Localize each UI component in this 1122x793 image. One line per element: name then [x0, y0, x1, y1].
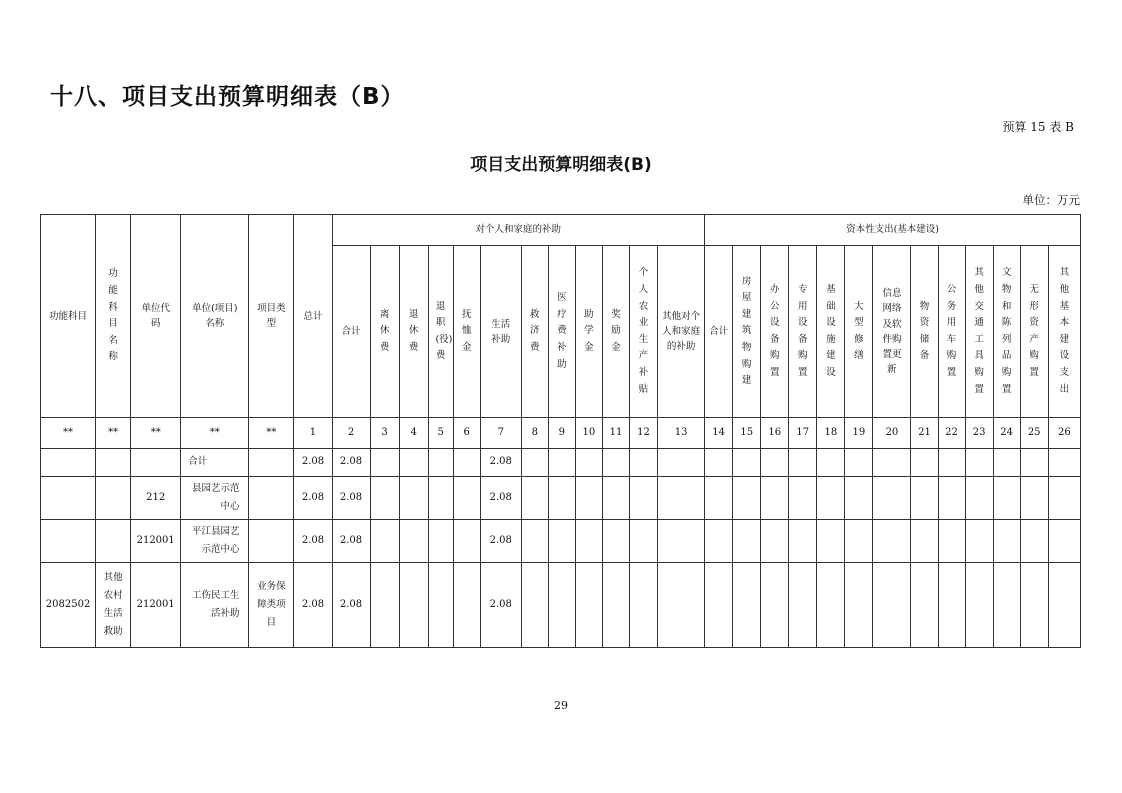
cell-empty [965, 448, 993, 476]
index-cell: 16 [761, 418, 789, 448]
cell-empty [993, 448, 1020, 476]
cell-empty [1048, 519, 1080, 562]
cell-personal-total: 2.08 [332, 562, 370, 647]
cell-empty [428, 476, 453, 519]
header-personal-col-8: 医疗费补助 [548, 246, 575, 418]
cell-empty [761, 448, 789, 476]
cell-empty [399, 562, 428, 647]
cell-empty [761, 562, 789, 647]
cell-func-name [96, 476, 131, 519]
cell-empty [705, 519, 733, 562]
index-cell: 13 [658, 418, 705, 448]
header-personal-col-11: 个人农业生产补贴 [629, 246, 657, 418]
index-cell: 17 [789, 418, 817, 448]
cell-empty [845, 562, 873, 647]
cell-unit-code: 212 [131, 476, 181, 519]
cell-empty [629, 562, 657, 647]
cell-empty [873, 562, 911, 647]
cell-empty [548, 562, 575, 647]
cell-empty [370, 562, 399, 647]
header-personal-col-9: 助学金 [575, 246, 602, 418]
index-cell: 9 [548, 418, 575, 448]
cell-unit-name: 合计 [181, 448, 249, 476]
header-capital-col-12: 无形资产购置 [1020, 246, 1048, 418]
index-cell: ** [181, 418, 249, 448]
cell-empty [817, 519, 845, 562]
header-personal-col-4: 退职(役)费 [428, 246, 453, 418]
cell-func-code [41, 448, 96, 476]
header-personal-col-7: 救济费 [521, 246, 548, 418]
cell-empty [428, 562, 453, 647]
cell-empty [521, 562, 548, 647]
cell-empty [521, 519, 548, 562]
cell-empty [548, 448, 575, 476]
index-cell: 23 [965, 418, 993, 448]
header-capital-col-9: 公务用车购置 [938, 246, 965, 418]
cell-total: 2.08 [294, 519, 332, 562]
cell-func-name [96, 519, 131, 562]
unit-label: 单位：万元 [1022, 193, 1080, 207]
header-unit-name: 单位(项目)名称 [181, 215, 249, 418]
index-cell: ** [96, 418, 131, 448]
cell-empty [453, 519, 480, 562]
cell-project-type [249, 448, 294, 476]
section-heading: 十八、项目支出预算明细表（B） [50, 84, 405, 110]
cell-total: 2.08 [294, 448, 332, 476]
cell-empty [911, 562, 938, 647]
cell-empty [873, 448, 911, 476]
cell-empty [370, 476, 399, 519]
cell-personal-total: 2.08 [332, 519, 370, 562]
cell-empty [993, 519, 1020, 562]
index-cell: ** [41, 418, 96, 448]
budget-table [40, 214, 1081, 648]
cell-project-type: 业务保障类项目 [249, 562, 294, 647]
cell-empty [602, 448, 629, 476]
header-capital-col-6: 大型修缮 [845, 246, 873, 418]
cell-unit-code: 212001 [131, 562, 181, 647]
cell-empty [965, 562, 993, 647]
cell-empty [575, 476, 602, 519]
table-row [41, 562, 1081, 647]
cell-personal-total: 2.08 [332, 476, 370, 519]
cell-empty [575, 519, 602, 562]
cell-empty [1020, 519, 1048, 562]
cell-empty [993, 562, 1020, 647]
index-cell: 5 [428, 418, 453, 448]
header-func-subject: 功能科目 [41, 215, 96, 418]
index-cell: 1 [294, 418, 332, 448]
header-func-subject-name: 功能科目名称 [96, 215, 131, 418]
cell-func-name: 其他农村生活救助 [96, 562, 131, 647]
cell-empty [705, 448, 733, 476]
index-cell: 18 [817, 418, 845, 448]
header-row-group [41, 215, 1081, 246]
cell-empty [873, 519, 911, 562]
cell-empty [370, 448, 399, 476]
cell-empty [938, 476, 965, 519]
cell-unit-code [131, 448, 181, 476]
cell-total: 2.08 [294, 562, 332, 647]
cell-unit-name: 工伤民工生活补助 [181, 562, 249, 647]
cell-empty [629, 519, 657, 562]
index-cell: 21 [911, 418, 938, 448]
index-cell: 20 [873, 418, 911, 448]
form-number: 预算 15 表 B [1002, 120, 1074, 134]
cell-empty [845, 519, 873, 562]
cell-empty [911, 476, 938, 519]
cell-func-name [96, 448, 131, 476]
index-cell: 14 [705, 418, 733, 448]
index-cell: 25 [1020, 418, 1048, 448]
index-cell: 2 [332, 418, 370, 448]
cell-func-code: 2082502 [41, 562, 96, 647]
cell-empty [911, 519, 938, 562]
cell-empty [938, 519, 965, 562]
header-capital-col-4: 专用设备购置 [789, 246, 817, 418]
cell-empty [965, 519, 993, 562]
header-total: 总计 [294, 215, 332, 418]
header-personal-col-2: 离休费 [370, 246, 399, 418]
cell-empty [845, 476, 873, 519]
cell-empty [789, 562, 817, 647]
cell-empty [370, 519, 399, 562]
cell-empty [575, 448, 602, 476]
index-cell: 4 [399, 418, 428, 448]
cell-empty [602, 476, 629, 519]
cell-empty [658, 519, 705, 562]
cell-empty [602, 562, 629, 647]
header-personal-col-1: 合计 [332, 246, 370, 418]
page-number: 29 [554, 699, 568, 712]
cell-empty [733, 562, 761, 647]
header-personal-col-6: 生活补助 [480, 246, 521, 418]
cell-empty [911, 448, 938, 476]
header-personal-col-5: 抚恤金 [453, 246, 480, 418]
cell-empty [761, 476, 789, 519]
cell-living-subsidy: 2.08 [480, 519, 521, 562]
cell-func-code [41, 519, 96, 562]
cell-empty [658, 562, 705, 647]
cell-empty [1048, 476, 1080, 519]
cell-empty [938, 448, 965, 476]
cell-func-code [41, 476, 96, 519]
index-cell: 15 [733, 418, 761, 448]
cell-unit-name: 平江县园艺示范中心 [181, 519, 249, 562]
cell-empty [399, 519, 428, 562]
cell-empty [733, 476, 761, 519]
cell-empty [453, 476, 480, 519]
cell-empty [789, 448, 817, 476]
cell-personal-total: 2.08 [332, 448, 370, 476]
header-group-capital-expenditure: 资本性支出(基本建设) [705, 215, 1081, 246]
cell-living-subsidy: 2.08 [480, 476, 521, 519]
header-capital-col-8: 物资储备 [911, 246, 938, 418]
cell-empty [705, 476, 733, 519]
cell-empty [521, 448, 548, 476]
header-capital-col-7: 信息网络及软件购置更新 [873, 246, 911, 418]
header-capital-col-13: 其他基本建设支出 [1048, 246, 1080, 418]
cell-empty [705, 562, 733, 647]
header-group-personal-subsidy: 对个人和家庭的补助 [332, 215, 705, 246]
cell-empty [965, 476, 993, 519]
header-unit-code: 单位代码 [131, 215, 181, 418]
index-cell: 22 [938, 418, 965, 448]
cell-empty [1048, 562, 1080, 647]
cell-empty [938, 562, 965, 647]
cell-empty [658, 448, 705, 476]
cell-empty [817, 562, 845, 647]
cell-empty [1020, 562, 1048, 647]
index-cell: 24 [993, 418, 1020, 448]
header-project-type: 项目类型 [249, 215, 294, 418]
table-row [41, 448, 1081, 476]
cell-total: 2.08 [294, 476, 332, 519]
cell-empty [399, 476, 428, 519]
cell-empty [453, 562, 480, 647]
header-capital-col-10: 其他交通工具购置 [965, 246, 993, 418]
index-cell: ** [131, 418, 181, 448]
header-capital-col-1: 合计 [705, 246, 733, 418]
cell-empty [873, 476, 911, 519]
cell-empty [548, 519, 575, 562]
cell-empty [575, 562, 602, 647]
cell-living-subsidy: 2.08 [480, 562, 521, 647]
cell-empty [602, 519, 629, 562]
index-cell: 26 [1048, 418, 1080, 448]
header-capital-col-5: 基础设施建设 [817, 246, 845, 418]
index-row [41, 418, 1081, 448]
header-capital-col-2: 房屋建筑物购建 [733, 246, 761, 418]
cell-unit-code: 212001 [131, 519, 181, 562]
index-cell: ** [249, 418, 294, 448]
cell-empty [629, 448, 657, 476]
table-row [41, 519, 1081, 562]
cell-empty [733, 519, 761, 562]
cell-empty [789, 476, 817, 519]
index-cell: 19 [845, 418, 873, 448]
cell-unit-name: 县园艺示范中心 [181, 476, 249, 519]
header-personal-col-10: 奖励金 [602, 246, 629, 418]
cell-empty [658, 476, 705, 519]
cell-empty [548, 476, 575, 519]
cell-empty [845, 448, 873, 476]
index-cell: 12 [629, 418, 657, 448]
index-cell: 8 [521, 418, 548, 448]
cell-empty [629, 476, 657, 519]
cell-empty [1020, 448, 1048, 476]
header-capital-col-3: 办公设备购置 [761, 246, 789, 418]
header-capital-col-11: 文物和陈列品购置 [993, 246, 1020, 418]
cell-empty [1020, 476, 1048, 519]
table-title: 项目支出预算明细表(B) [470, 155, 652, 175]
cell-empty [428, 448, 453, 476]
cell-project-type [249, 519, 294, 562]
cell-empty [1048, 448, 1080, 476]
cell-empty [817, 476, 845, 519]
index-cell: 6 [453, 418, 480, 448]
cell-empty [733, 448, 761, 476]
index-cell: 3 [370, 418, 399, 448]
cell-empty [993, 476, 1020, 519]
cell-empty [428, 519, 453, 562]
cell-empty [521, 476, 548, 519]
cell-empty [399, 448, 428, 476]
header-personal-col-3: 退休费 [399, 246, 428, 418]
cell-empty [761, 519, 789, 562]
index-cell: 10 [575, 418, 602, 448]
cell-living-subsidy: 2.08 [480, 448, 521, 476]
index-cell: 7 [480, 418, 521, 448]
index-cell: 11 [602, 418, 629, 448]
cell-empty [453, 448, 480, 476]
cell-empty [789, 519, 817, 562]
cell-project-type [249, 476, 294, 519]
cell-empty [817, 448, 845, 476]
table-row [41, 476, 1081, 519]
header-personal-col-12: 其他对个人和家庭的补助 [658, 246, 705, 418]
